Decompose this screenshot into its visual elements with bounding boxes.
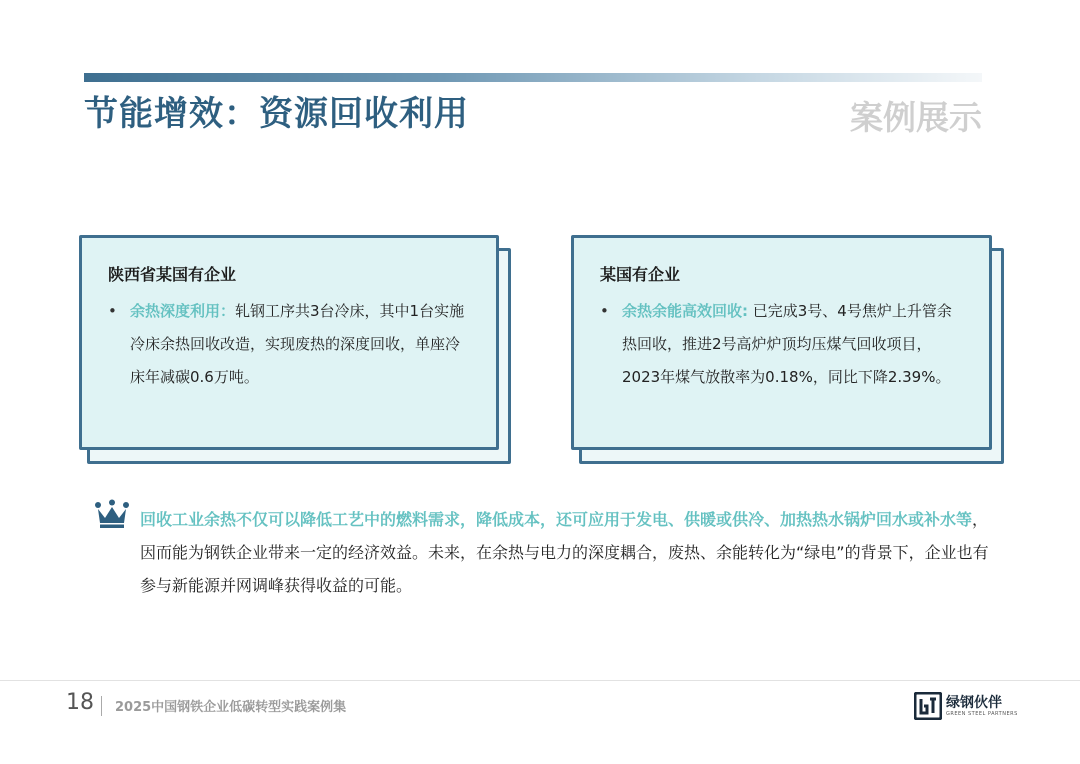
crown-icon: [94, 499, 130, 529]
logo-name: 绿钢伙伴: [946, 694, 1002, 711]
bullet-body: 已完成3号、4号焦炉上升管余热回收，推进2号高炉炉顶均压煤气回收项目，2023年煤气放散率为0.18%，同比下降2.39%。: [622, 302, 952, 386]
logo-text: [946, 695, 1018, 718]
card-bullet: [600, 295, 961, 394]
bullet-highlight: 余热余能高效回收:: [622, 302, 748, 320]
summary-text: ，因而能为钢铁企业带来一定的经济效益。未来，在余热与电力的深度耦合，废热、余能转化为“绿电”的背景下，企业也有参与新能源并网调峰获得收益的可能。: [140, 510, 989, 595]
card-body: [79, 235, 499, 450]
page-number: 18: [66, 690, 94, 715]
bullet-text: [622, 295, 961, 394]
bullet-body: 轧钢工序共3台冷床，其中1台实施冷床余热回收改造，实现废热的深度回收，单座冷床年减碳0.6万吨。: [130, 302, 465, 386]
summary-paragraph: [140, 503, 1000, 602]
logo-mark-icon: [914, 692, 942, 720]
case-card-2: [571, 235, 1004, 464]
card-company: 某国有企业: [600, 265, 681, 284]
summary-highlight: 回收工业余热不仅可以降低工艺中的燃料需求，降低成本，还可应用于发电、供暖或供冷、加热热水锅炉回水或补水等: [140, 510, 973, 529]
logo-subtitle: GREEN STEEL PARTNERS: [946, 710, 1018, 717]
bullet-text: [130, 295, 468, 394]
card-bullet: [108, 295, 468, 394]
footer-divider: [0, 680, 1080, 681]
case-card-1: [79, 235, 511, 464]
card-body: [571, 235, 992, 450]
bullet-icon: •: [600, 302, 609, 320]
section-tag: 案例展示: [850, 98, 982, 137]
footer-separator: [101, 696, 102, 716]
header-gradient-bar: [84, 73, 982, 82]
brand-logo: [914, 692, 1018, 720]
bullet-highlight: 余热深度利用：: [130, 302, 236, 320]
bullet-icon: •: [108, 302, 117, 320]
page-title: 节能增效：资源回收利用: [84, 94, 469, 134]
card-company: 陕西省某国有企业: [108, 265, 237, 284]
footer-document-title: 2025中国钢铁企业低碳转型实践案例集: [115, 700, 347, 715]
